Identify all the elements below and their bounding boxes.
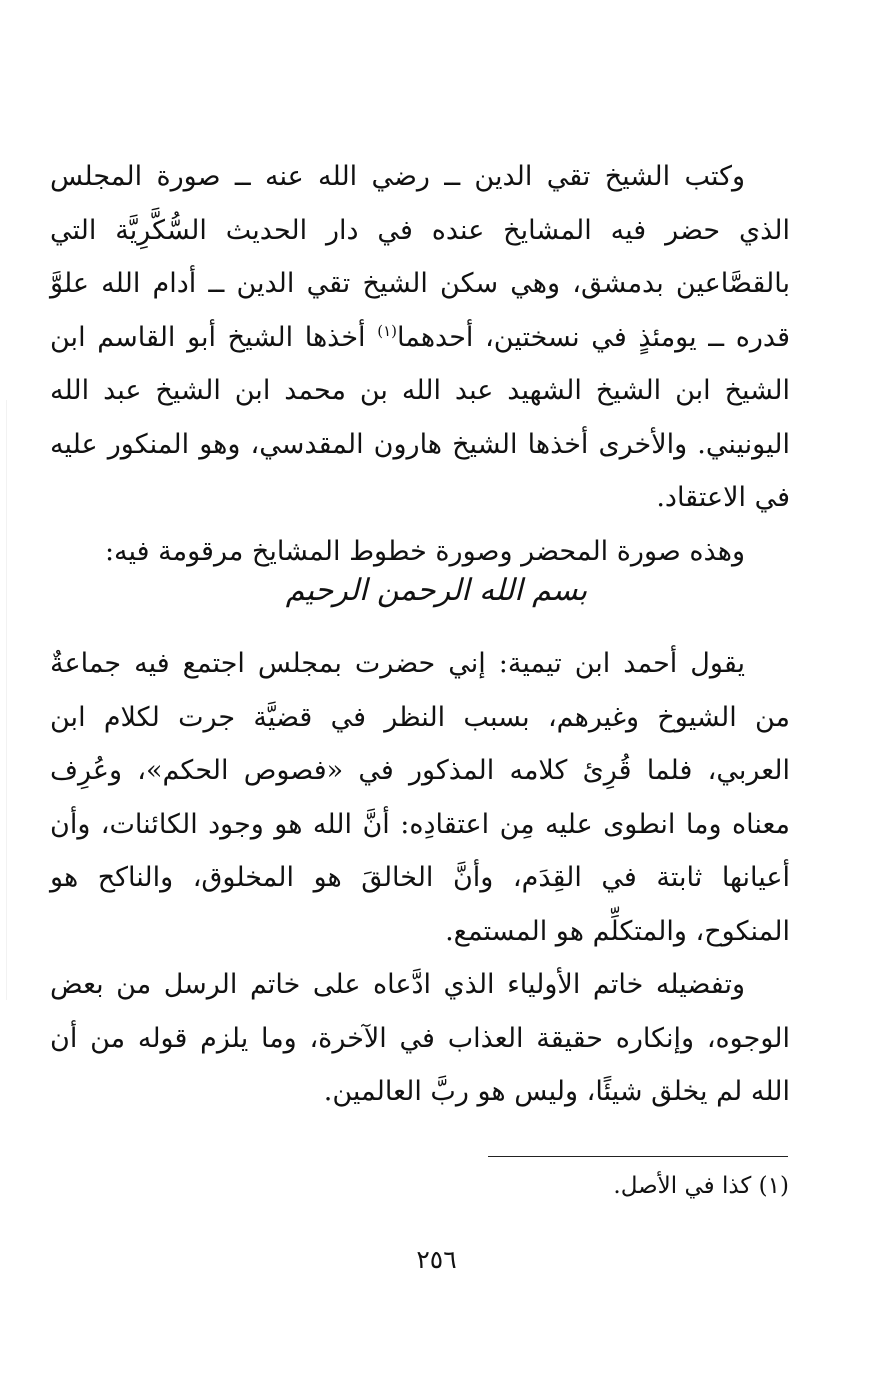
footnote-divider bbox=[488, 1156, 788, 1157]
paragraph-1-text-end: أخذها الشيخ أبو القاسم ابن الشيخ ابن الشيخ الشهيد عبد الله بن محمد ابن الشيخ عبد الله اليونيني. والأخرى أخذها الشيخ هارون المقدسي، وهو المنكور عليه في الاعتقاد. bbox=[50, 321, 790, 513]
paragraph-3: يقول أحمد ابن تيمية: إني حضرت بمجلس اجتمع فيه جماعةٌ من الشيوخ وغيرهم، بسبب النظر في قضيَّة جرت لكلام ابن العربي، فلما قُرِئ كلامه المذكور في «فصوص الحكم»، وعُرِف معناه وما انطوى عليه مِن اعتقادِه: أنَّ الله هو وجود الكائنات، وأن أعيانها ثابتة في القِدَم، وأنَّ الخالقَ هو المخلوق، والناكح هو المنكوح، والمتكلِّم هو المستمع. bbox=[50, 648, 790, 947]
footnote-reference-marker: (١) bbox=[377, 321, 397, 340]
page-number: ٢٥٦ bbox=[416, 1245, 457, 1274]
upper-text-block bbox=[50, 150, 790, 578]
paragraph-1-text-start: وكتب الشيخ تقي الدين ــ رضي الله عنه ــ صورة المجلس الذي حضر فيه المشايخ عنده في دار الحديث السُّكَّرِيَّة التي بالقصَّاعين بدمشق، وهي سكن الشيخ تقي الدين ــ أدام الله علوَّ قدره ــ يومئذٍ في نسختين، أحدهما bbox=[50, 161, 790, 353]
paragraph-2: وهذه صورة المحضر وصورة خطوط المشايخ مرقومة فيه: bbox=[104, 535, 745, 567]
paragraph-4: وتفضيله خاتم الأولياء الذي ادَّعاه على خاتم الرسل من بعض الوجوه، وإنكاره حقيقة العذاب في الآخرة، وما يلزم قوله من أن الله لم يخلق شيئًا، وليس هو ربَّ العالمين. bbox=[50, 969, 790, 1107]
scan-edge-shadow bbox=[6, 400, 7, 1000]
lower-text-block bbox=[50, 637, 790, 1119]
footnote bbox=[613, 1166, 789, 1206]
basmala-calligraphy: بسم الله الرحمن الرحيم bbox=[285, 573, 588, 608]
footnote-text: كذا في الأصل. bbox=[613, 1173, 752, 1199]
footnote-number: (١) bbox=[758, 1173, 789, 1199]
paragraph-1 bbox=[50, 150, 790, 525]
